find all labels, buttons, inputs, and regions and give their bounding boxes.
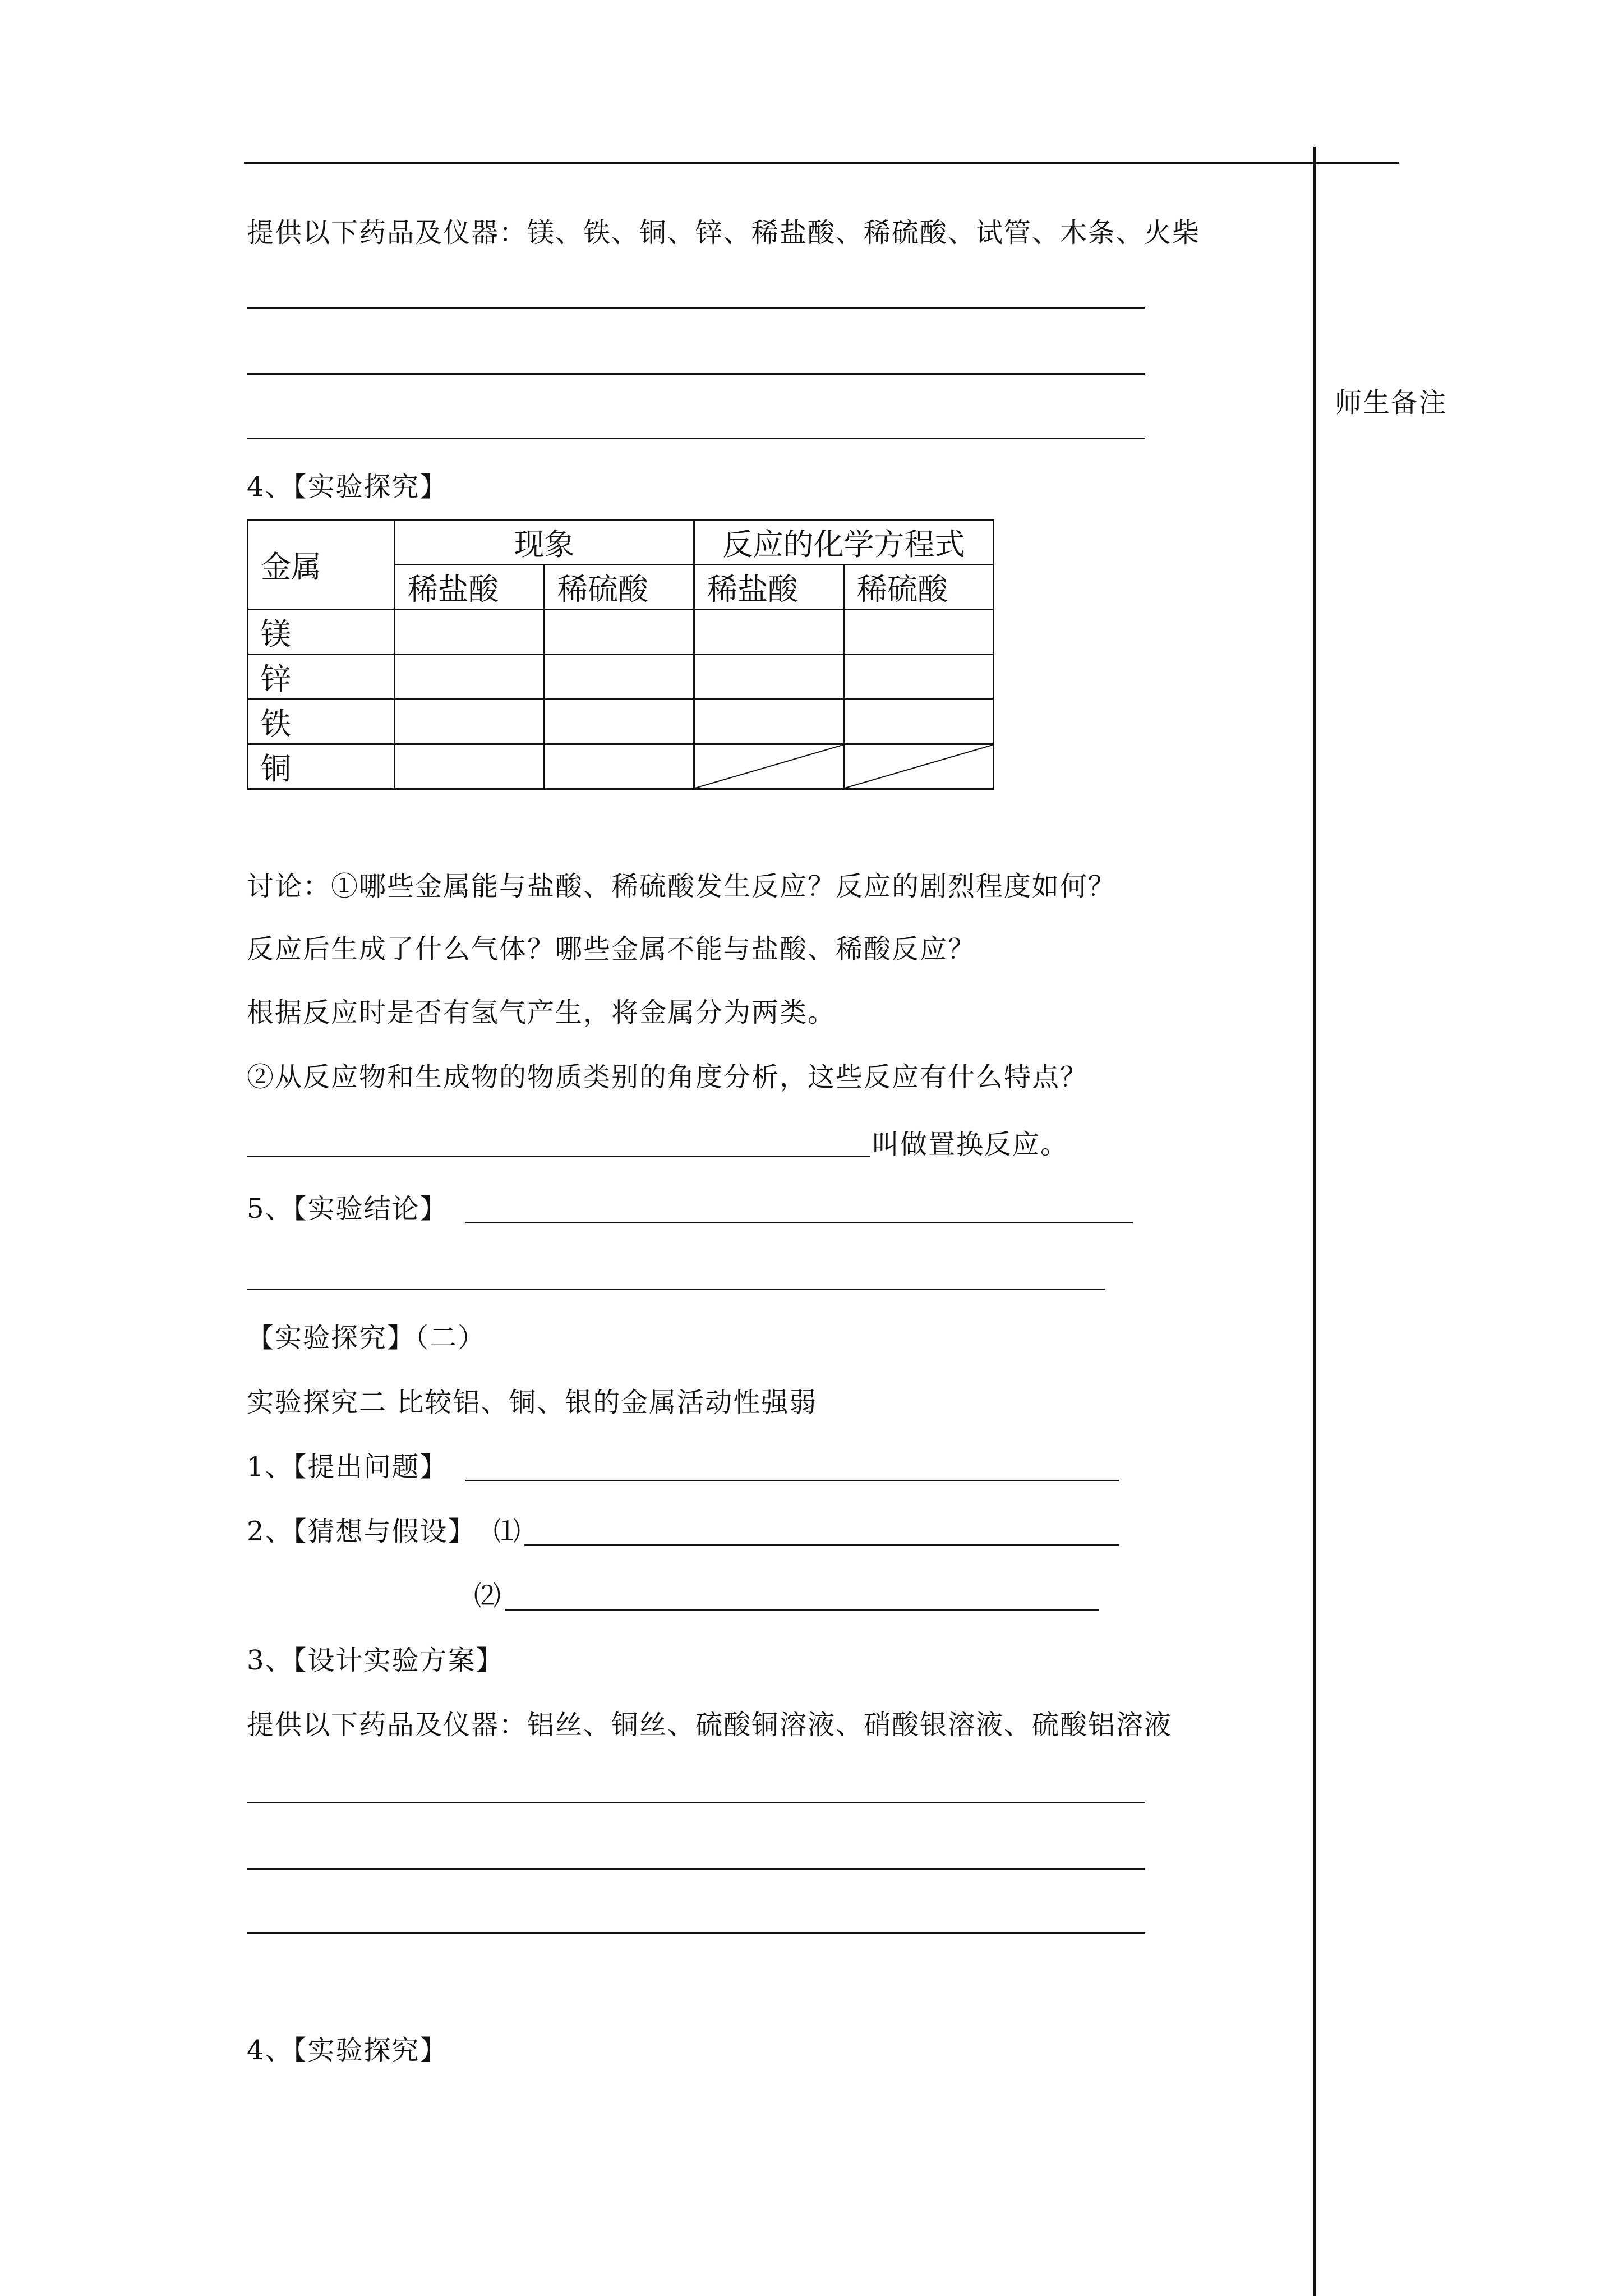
answer-line (524, 1544, 1119, 1546)
step2-label: 2、【猜想与假设】 (247, 1516, 476, 1547)
table-row (248, 655, 994, 700)
step1-label: 1、【提出问题】 (247, 1451, 448, 1483)
hypothesis-2-marker: ⑵ (474, 1580, 502, 1612)
header-rule (244, 162, 1399, 164)
table-cell (844, 655, 994, 700)
table-cell-struck (844, 744, 994, 789)
discussion-line-1: 讨论：①哪些金属能与盐酸、稀硫酸发生反应？反应的剧烈程度如何？ (247, 871, 1117, 902)
answer-line (247, 373, 1145, 375)
table-cell (395, 744, 545, 789)
subheader-hcl: 稀盐酸 (694, 565, 844, 610)
table-cell (545, 744, 694, 789)
materials-list-1: 提供以下药品及仪器：镁、铁、铜、锌、稀盐酸、稀硫酸、试管、木条、火柴 (247, 217, 1201, 249)
subheader-h2so4: 稀硫酸 (545, 565, 694, 610)
row-label-cu: 铜 (248, 744, 395, 789)
table-row (248, 700, 994, 744)
answer-line (247, 1932, 1145, 1934)
materials-list-2: 提供以下药品及仪器：铝丝、铜丝、硫酸铜溶液、硝酸银溶液、硫酸铝溶液 (247, 1709, 1173, 1741)
table-row (248, 744, 994, 789)
table-cell (545, 700, 694, 744)
subheader-h2so4: 稀硫酸 (844, 565, 994, 610)
answer-line (247, 1289, 1105, 1290)
table-cell (694, 700, 844, 744)
table-cell (694, 655, 844, 700)
section2-heading: 【实验探究】（二） (247, 1322, 486, 1354)
table-cell (694, 610, 844, 655)
replacement-reaction-text: 叫做置换反应。 (872, 1129, 1069, 1160)
row-label-mg: 镁 (248, 610, 395, 655)
answer-line (247, 1802, 1145, 1803)
discussion-line-2: 反应后生成了什么气体？哪些金属不能与盐酸、稀酸反应？ (247, 933, 976, 965)
section2-title: 实验探究二 比较铝、铜、银的金属活动性强弱 (247, 1387, 818, 1418)
header-metal: 金属 (248, 520, 395, 610)
step4-label: 4、【实验探究】 (247, 471, 448, 503)
margin-note: 师生备注 (1335, 387, 1447, 418)
step5-label: 5、【实验结论】 (247, 1193, 448, 1225)
subheader-hcl: 稀盐酸 (395, 565, 545, 610)
answer-line (247, 307, 1145, 309)
answer-line (247, 1868, 1145, 1870)
answer-line (247, 1156, 870, 1157)
answer-line (247, 438, 1145, 439)
row-label-zn: 锌 (248, 655, 395, 700)
header-phenomenon: 现象 (395, 520, 694, 565)
table-cell (844, 700, 994, 744)
row-label-fe: 铁 (248, 700, 395, 744)
table-cell (395, 610, 545, 655)
header-equation: 反应的化学方程式 (694, 520, 994, 565)
answer-line (505, 1609, 1099, 1611)
margin-divider (1313, 147, 1316, 2296)
table-cell (545, 655, 694, 700)
table-cell-struck (694, 744, 844, 789)
discussion-line-4: ②从反应物和生成物的物质类别的角度分析，这些反应有什么特点？ (247, 1061, 1089, 1093)
step4-label-2: 4、【实验探究】 (247, 2035, 448, 2066)
table-cell (844, 610, 994, 655)
answer-line (465, 1222, 1133, 1223)
hypothesis-1-marker: ⑴ (494, 1516, 522, 1547)
experiment-table (247, 519, 994, 790)
discussion-line-3: 根据反应时是否有氢气产生，将金属分为两类。 (247, 997, 836, 1028)
table-cell (395, 655, 545, 700)
step3-label: 3、【设计实验方案】 (247, 1645, 504, 1676)
table-row (248, 610, 994, 655)
table-cell (545, 610, 694, 655)
answer-line (465, 1480, 1119, 1481)
table-cell (395, 700, 545, 744)
